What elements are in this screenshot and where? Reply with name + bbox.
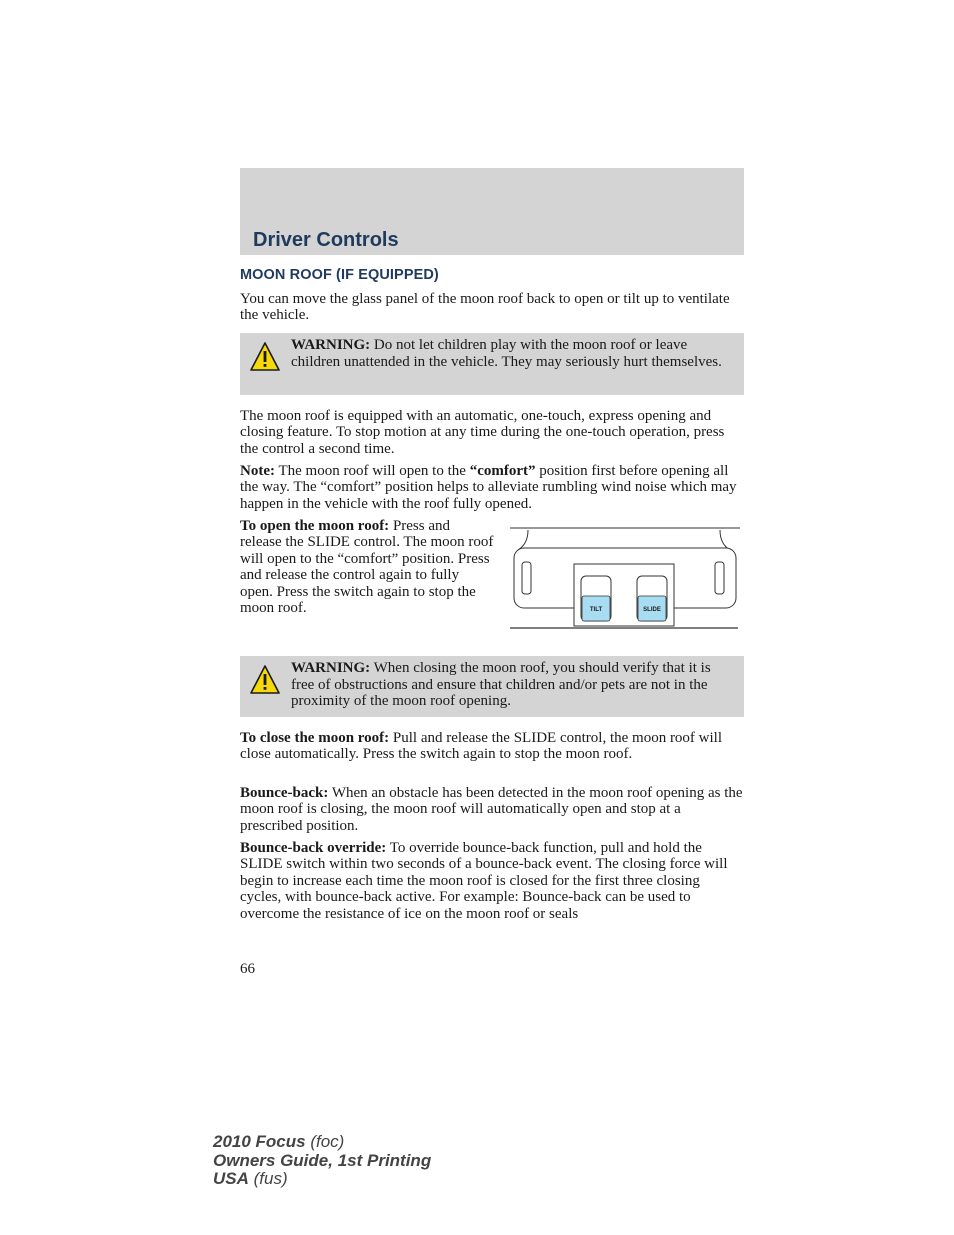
bounce-back-text: When an obstacle has been detected in the moon roof opening as the moon roof is closing, the moon roof will automatically open and stop at a prescribed position. <box>240 785 743 834</box>
note-paragraph <box>240 463 744 512</box>
bounce-back-paragraph <box>240 785 744 834</box>
footer-model: 2010 Focus <box>213 1132 306 1151</box>
feature-paragraph: The moon roof is equipped with an automatic, one-touch, express opening and closing feature. To stop motion at any time during the one-touch operation, press the control a second time. <box>240 408 725 457</box>
footer-printing: Owners Guide, 1st Printing <box>213 1150 432 1170</box>
warning-box-closing <box>240 656 744 717</box>
section-heading: MOON ROOF (IF EQUIPPED) <box>240 267 439 283</box>
footer-market-code: (fus) <box>248 1169 288 1188</box>
close-paragraph <box>240 730 744 763</box>
warning-triangle-icon <box>249 341 281 373</box>
override-paragraph <box>240 840 744 922</box>
open-paragraph <box>240 518 495 616</box>
bounce-back-label: Bounce-back: <box>240 785 329 801</box>
chapter-title: Driver Controls <box>253 229 399 251</box>
note-text-b: position first before opening all the way. The “comfort” position helps to alleviate rumbling wind noise which may happen in the vehicle with the roof fully opened. <box>240 463 737 512</box>
warning-label: WARNING: <box>291 337 371 353</box>
moon-roof-switch-illustration <box>508 524 740 632</box>
intro-paragraph: You can move the glass panel of the moon roof back to open or tilt up to ventilate the vehicle. <box>240 291 730 324</box>
open-text: Press and release the SLIDE control. The moon roof will open to the “comfort” position. Press and release the control again to fully open. Press the switch again to stop the moon roof. <box>240 518 494 617</box>
warning-triangle-icon <box>249 664 281 696</box>
open-label: To open the moon roof: <box>240 518 390 534</box>
warning-box-children <box>240 333 744 395</box>
footer-market: USA <box>213 1169 249 1188</box>
warning-text: Do not let children play with the moon roof or leave children unattended in the vehicle. They may seriously hurt themselves. <box>291 337 722 370</box>
close-text: Pull and release the SLIDE control, the moon roof will close automatically. Press the switch again to stop the moon roof. <box>240 730 723 763</box>
footer-model-code: (foc) <box>305 1132 345 1151</box>
override-label: Bounce-back override: <box>240 840 387 856</box>
warning-text: When closing the moon roof, you should verify that it is free of obstructions and ensure that children and/or pets are not in the proximity of the moon roof opening. <box>291 660 711 710</box>
close-label: To close the moon roof: <box>240 730 390 746</box>
section-header-band <box>240 168 744 255</box>
tilt-label: TILT <box>589 607 603 613</box>
note-label: Note: <box>240 463 275 479</box>
warning-label: WARNING: <box>291 660 371 676</box>
override-text: To override bounce-back function, pull and hold the SLIDE switch within two seconds of a bounce-back event. The closing force will begin to increase each time the moon roof is closed for the first three closing cycles, with bounce-back active. For example: Bounce-back can be used to overcome the resistance of ice on the moon roof or seals <box>240 840 728 922</box>
note-emphasis: “comfort” <box>469 463 536 479</box>
footer-edition <box>213 1133 431 1189</box>
note-text-a: The moon roof will open to the <box>274 463 470 479</box>
slide-label: SLIDE <box>643 607 661 613</box>
page-number: 66 <box>240 961 255 977</box>
